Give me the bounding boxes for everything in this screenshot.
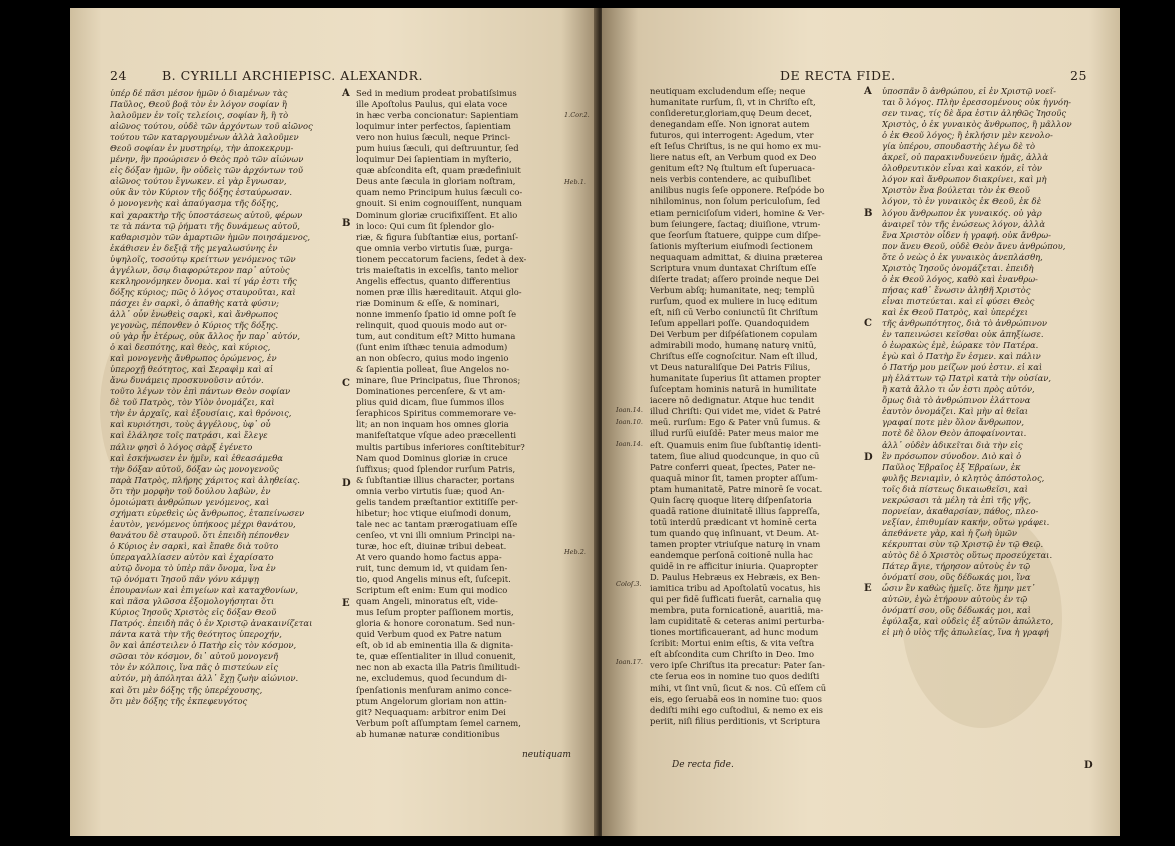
- latin-text-line: ſeraphicos Spiritus commemorare ve-: [356, 408, 517, 419]
- latin-text-line: quam nemo Principum huius ſæculi co-: [356, 187, 523, 198]
- greek-text-line: πορνείαν, ἀκαθαρσίαν, πάθος, πλεο-: [882, 505, 1039, 516]
- greek-text-line: Παῦλος, Θεοῦ βοᾷ τὸν ἐν λόγον σοφίαν ἢ: [110, 99, 287, 110]
- greek-text-line: μένην, ἣν προώρισεν ὁ Θεὸς πρὸ τῶν αἰώνων: [110, 154, 304, 165]
- catchword: neutiquam: [522, 750, 571, 760]
- section-mark-b: B: [342, 218, 351, 229]
- latin-text-line: conſideretur,gloriam,quę Deum decet,: [650, 108, 813, 119]
- right-greek-column: [882, 86, 1090, 638]
- greek-text-line: αἰῶνος τούτου, οὐδὲ τῶν ἀρχόντων τοῦ αἰῶνος: [110, 121, 313, 132]
- greek-text-line: ἀκρεῖ, οὐ παρακινδυνεύειν ἡμᾶς, ἀλλὰ: [882, 152, 1048, 163]
- greek-text-line: γία ὑπέρου, σπουδαστὴς λέγω δὲ τὸ: [882, 141, 1036, 152]
- section-mark-c: C: [864, 318, 872, 329]
- right-running-head: DE RECTA FIDE.: [780, 68, 896, 83]
- greek-text-line: ὑπεροχῇ θεότητος, καὶ Σεραφὶμ καὶ αἱ: [110, 364, 274, 375]
- greek-text-line: λαλοῦμεν ἐν τοῖς τελείοις, σοφίαν ἢ, ἣ τὸ: [110, 110, 289, 121]
- latin-text-line: loquimur inter perfectos, ſapientiam: [356, 121, 511, 132]
- greek-text-line: ἑαυτὸν ὀνομάζει. Καὶ μὴν αἱ θεῖαι: [882, 406, 1029, 417]
- greek-text-line: αὐτόν, μὴ ἀπόληται ἀλλ᾽ ἔχῃ ζωὴν αἰώνιον.: [110, 673, 299, 684]
- greek-text-line: ποτὲ δὲ ὅλον Θεὸν ἀποφαίνονται.: [882, 428, 1027, 439]
- latin-text-line: (ſunt enim iſthæc tenuia admodum): [356, 342, 508, 353]
- greek-text-line: ὅτε ὁ νεὼς ὁ ἐκ γυναικὸς ἀνεπλάσθη,: [882, 251, 1043, 262]
- greek-text-line: καὶ ἐσκήνωσεν ἐν ἡμῖν, καὶ ἐθεασάμεθα: [110, 452, 283, 463]
- greek-text-line: πάντα κατὰ τὴν τῆς θεότητος ὑπεροχήν,: [110, 629, 282, 640]
- latin-text-line: periit, niſi filius perditionis, vt Scriptura: [650, 715, 821, 726]
- greek-text-line: αἰῶνος τούτου ἔγνωκεν. εἰ γὰρ ἔγνωσαν,: [110, 176, 287, 187]
- latin-text-line: manifeſtatque vſque adeo præcellenti: [356, 430, 517, 441]
- latin-text-line: anilibus nugis ſeſe opponere. Reſpóde bo: [650, 185, 825, 196]
- latin-text-line: diſerte tradat; aſſero proinde neque Dei: [650, 273, 820, 284]
- latin-text-line: Angelis effectus, quanto differentius: [356, 275, 511, 286]
- greek-text-line: Θεοῦ σοφίαν ἐν μυστηρίῳ, τὴν ἀποκεκρυμ-: [110, 143, 294, 154]
- greek-text-line: Χριστὸς, ὁ ἐκ γυναικὸς ἄνθρωπος, ἢ μᾶλλον: [882, 119, 1072, 130]
- greek-text-line: ὁ ἑωρακὼς ἐμὲ, ἑώρακε τὸν Πατέρα.: [882, 340, 1039, 351]
- greek-text-line: σχήματι εὑρεθεὶς ὡς ἄνθρωπος, ἐταπείνωσεν: [110, 507, 305, 518]
- section-mark-a: A: [864, 86, 872, 97]
- latin-text-line: Scriptura vnum duntaxat Chriſtum eſſe: [650, 262, 817, 273]
- latin-text-line: riæ Dominum & eſſe, & nominari,: [356, 297, 500, 308]
- margin-note: Ioan.14.: [616, 406, 643, 414]
- margin-note: Ioan.17.: [616, 658, 643, 666]
- margin-note: Ioan.10.: [616, 418, 643, 426]
- latin-text-line: Chriſtus eſſe cognoſcitur. Nam eſt illud,: [650, 351, 818, 362]
- section-mark-a: A: [342, 88, 350, 99]
- greek-text-line: ὅμως διὰ τὸ ἀνθρώπινον ἐλάττονα: [882, 395, 1031, 406]
- latin-text-line: Deus ante ſæcula in gloriam noſtram,: [356, 176, 516, 187]
- greek-text-line: ὑπεραγαλλίασεν αὐτὸν καὶ ἐχαρίσατο: [110, 551, 274, 562]
- left-greek-column: [110, 88, 332, 707]
- greek-text-line: καθαρισμὸν τῶν ἁμαρτιῶν ἡμῶν ποιησάμενος,: [110, 231, 311, 242]
- latin-text-line: rurſum, quod ex muliere in lucę editum: [650, 295, 818, 306]
- greek-text-line: ὑποσπᾶν ὃ ἀνθρώπου, εἰ ἐν Χριστῷ νοεῖ-: [882, 86, 1056, 96]
- greek-text-line: καὶ κυριότησι, τοὺς ἀγγέλους, ὑφ᾽ οὗ: [110, 419, 271, 430]
- latin-text-line: iacere nō dedignatur. Atque huc tendit: [650, 395, 815, 406]
- latin-text-line: que omnia verbo virtutis ſuæ, purga-: [356, 242, 513, 253]
- latin-text-line: illud Chriſti: Qui videt me, videt & Patré: [650, 406, 821, 417]
- greek-text-line: τὸν ἐν κόλποις, ἵνα πᾶς ὁ πιστεύων εἰς: [110, 662, 279, 673]
- latin-text-line: eandemque perſonā coitionē nulla hac: [650, 549, 813, 560]
- latin-text-line: tionem peccatorum faciens, ſedet à dex-: [356, 253, 527, 264]
- latin-text-line: denegandam eſſe. Non ignorat autem: [650, 119, 810, 130]
- latin-text-line: bum ſeiungere, ſactaq; diuiſione, vtrum-: [650, 218, 821, 229]
- section-mark-b: B: [864, 208, 873, 219]
- latin-text-line: Patre conferri queat, ſpectes, Pater ne-: [650, 461, 816, 472]
- latin-text-line: pum huius ſæculi, qui deſtruuntur, ſed: [356, 143, 519, 154]
- latin-text-line: riæ, & figura ſubſtantiæ eius, portanſ-: [356, 231, 519, 242]
- latin-text-line: ſuſceptam hominis naturā in humilitate: [650, 384, 817, 395]
- latin-text-line: tamen propter vtriuſque naturę in vnam: [650, 538, 821, 549]
- latin-text-line: omnia verbo virtutis ſuæ; quod An-: [356, 485, 505, 496]
- greek-text-line: λόγον, τὸ ἐν γυναικὸς ἐκ Θεοῦ, ἐκ δὲ: [882, 196, 1042, 207]
- latin-text-line: quam Angeli, minoratus eſt, vide-: [356, 596, 498, 607]
- latin-text-line: tio, quod Angelis minus eſt, ſuſcepit.: [356, 574, 511, 585]
- latin-text-line: gelis tandem præſtantior extitiſſe per-: [356, 496, 518, 507]
- left-latin-column: [356, 88, 562, 740]
- latin-text-line: membra, puta fornicationē, auaritiā, ma-: [650, 605, 824, 616]
- latin-text-line: Dominum gloriæ crucifixiſſent. Et alio: [356, 209, 518, 220]
- latin-text-line: illud rurſū eiuſdē: Pater meus maior me: [650, 428, 819, 439]
- greek-text-line: φυλῆς Βενιαμὶν, ὁ κλητὸς ἀπόστολος,: [882, 472, 1045, 483]
- greek-text-line: ἐφύλαξα, καὶ οὐδεὶς ἐξ αὐτῶν ἀπώλετο,: [882, 616, 1054, 627]
- latin-text-line: meū. rurſum: Ego & Pater vnū ſumus. &: [650, 417, 821, 428]
- latin-text-line: gnouit. Si enim cognouiſſent, nunquam: [356, 198, 522, 209]
- latin-text-line: Scriptum eſt enim: Eum qui modico: [356, 585, 508, 596]
- latin-text-line: liere natus eſt, an Verbum quod ex Deo: [650, 152, 817, 163]
- latin-text-line: admirabili modo, humanę naturę vnitū,: [650, 340, 817, 351]
- latin-text-line: que ſeorſum ſtatuere, quippe cum diſpe-: [650, 229, 821, 240]
- greek-text-line: λόγου ἄνθρωπον ἐκ γυναικός. οὐ γὰρ: [882, 207, 1042, 218]
- greek-text-line: πάσχει ἐν σαρκὶ, ὁ ἀπαθὴς κατὰ φύσιν;: [110, 297, 279, 308]
- section-mark-d: D: [342, 478, 351, 489]
- greek-text-line: ὅτι τὴν μορφὴν τοῦ δούλου λαβὼν, ἐν: [110, 485, 271, 496]
- latin-text-line: cenſeo, vt vni illi omnium Principi na-: [356, 529, 516, 540]
- greek-text-line: ἐπουρανίων καὶ ἐπιγείων καὶ καταχθονίων,: [110, 585, 299, 596]
- greek-text-line: τε τὰ πάντα τῷ ῥήματι τῆς δυνάμεως αὐτοῦ,: [110, 220, 300, 231]
- latin-text-line: vero ipſe Chriſtus ita precatur: Pater ſan-: [650, 660, 825, 671]
- left-page-number: 24: [110, 68, 127, 83]
- greek-text-line: πήσας καθ᾽ ἕνωσιν ἀληθῆ Χριστὸς: [882, 284, 1031, 295]
- greek-text-line: νεκρώσασι τὰ μέλη τὰ ἐπὶ τῆς γῆς,: [882, 494, 1032, 505]
- margin-note: Heb.1.: [564, 178, 586, 186]
- greek-text-line: ὦσιν ἓν καθὼς ἡμεῖς. ὅτε ἤμην μετ᾽: [882, 583, 1036, 594]
- greek-text-line: ἄνω δυνάμεις προσκυνοῦσιν αὐτόν.: [110, 375, 264, 386]
- latin-text-line: lit; an non inquam hos omnes gloria: [356, 419, 509, 430]
- greek-text-line: εἶναι πιστεύεται. καὶ εἰ φύσει Θεὸς: [882, 295, 1035, 306]
- greek-text-line: σεν τινας, τίς δὲ ἄρα ἐστιν ἀληθῶς Ἰησοῦς: [882, 108, 1067, 119]
- greek-text-line: καὶ ὅτι μὲν δόξης τῆς ὑπερέχουσης,: [110, 684, 263, 695]
- greek-text-line: γραφαί ποτε μὲν ὅλον ἄνθρωπον,: [882, 417, 1025, 428]
- greek-text-line: ἀγγέλων, ὅσῳ διαφορώτερον παρ᾽ αὐτοὺς: [110, 264, 290, 275]
- greek-text-line: ἀλλ᾽ οὖν ἑνωθεὶς σαρκὶ, καὶ ἄνθρωπος: [110, 308, 278, 319]
- latin-text-line: vt Deus naturaliſque Dei Patris Filius,: [650, 362, 811, 373]
- latin-text-line: neutiquam excludendum eſſe; neque: [650, 86, 806, 96]
- latin-text-line: turæ, hoc eſt, diuinæ tribui debeat.: [356, 540, 507, 551]
- greek-text-line: τὴν δόξαν αὐτοῦ, δόξαν ὡς μονογενοῦς: [110, 463, 279, 474]
- greek-text-line: ὁ ἐκ Θεοῦ λόγος, καθὸ καὶ ἐνανθρω-: [882, 273, 1038, 284]
- greek-text-line: δὲ τοῦ Πατρὸς, τὸν Υἱὸν ὀνομάζει, καὶ: [110, 397, 275, 408]
- latin-text-line: lam cupiditatē & ceteras animi perturba-: [650, 616, 825, 627]
- greek-text-line: κέκρυπται σὺν τῷ Χριστῷ ἐν τῷ Θεῷ.: [882, 538, 1044, 549]
- latin-text-line: ſcribit: Mortui enim eſtis, & vita veſtra: [650, 638, 815, 649]
- latin-text-line: ſuffixus; quod ſplendor rurſum Patris,: [356, 463, 516, 474]
- latin-text-line: neis verbis contendere, ac quibuſlibet: [650, 174, 811, 185]
- latin-text-line: Ieſum appellari poſſe. Quandoquidem: [650, 317, 810, 328]
- latin-text-line: minare, ſiue Principatus, ſiue Thronos;: [356, 375, 521, 386]
- greek-text-line: οὐ γὰρ ἦν ἑτέρως, οὐκ ἄλλος ἦν παρ᾽ αὐτόν,: [110, 331, 301, 342]
- greek-text-line: Κύριος Ἰησοῦς Χριστὸς εἰς δόξαν Θεοῦ: [110, 607, 277, 618]
- latin-text-line: iamitica tribu ad Apoſtolatū vocatus, his: [650, 583, 821, 594]
- latin-text-line: multis partibus inferiores conſtitebitur?: [356, 441, 525, 452]
- latin-text-line: tale nec ac tantam prærogatiuam eſſe: [356, 518, 518, 529]
- latin-text-line: an non obſecro, quius modo ingenio: [356, 353, 509, 364]
- greek-text-line: αὐτῷ ὄνομα τὸ ὑπὲρ πᾶν ὄνομα, ἵνα ἐν: [110, 563, 276, 574]
- latin-text-line: Quin ſacrę quoque literę diſpenſatoria: [650, 494, 812, 505]
- left-page: [70, 8, 598, 836]
- latin-text-line: eis, ego ſeruabā eos in nomine tuo: quos: [650, 693, 822, 704]
- latin-text-line: tatem, ſiue aliud quodcunque, in quo cū: [650, 450, 820, 461]
- greek-text-line: Πάτερ ἅγιε, τήρησον αὐτοὺς ἐν τῷ: [882, 561, 1031, 572]
- latin-text-line: in loco: Qui cum ſit ſplendor glo-: [356, 220, 495, 231]
- greek-text-line: ὁ ἐκ Θεοῦ λόγος; ἢ ἐκλήσιν μὲν κενολο-: [882, 130, 1053, 141]
- section-mark-e: E: [342, 598, 350, 609]
- latin-text-line: mihi, vt ſint vnū, ſicut & nos. Cū eſſem cū: [650, 682, 827, 693]
- greek-text-line: αὐτῶν, ἐγὼ ἐτήρουν αὐτοὺς ἐν τῷ: [882, 594, 1028, 605]
- latin-text-line: git? Nequaquam: arbitror enim Dei: [356, 706, 506, 717]
- latin-text-line: ille Apoſtolus Paulus, qui elata voce: [356, 99, 508, 110]
- signature-mark: D: [1084, 760, 1093, 771]
- latin-text-line: eſt, niſi cū Verbo coniunctū ſit Chriſtum: [650, 306, 819, 317]
- latin-text-line: tum quando quę inſinuant, vt Deum. At-: [650, 527, 819, 538]
- greek-text-line: ὀνόματί σου, οὓς δέδωκάς μοι, καὶ: [882, 605, 1031, 616]
- greek-text-line: ἢ κατὰ ἄλλο τι ὧν ἐστι πρὸς αὐτόν,: [882, 384, 1035, 395]
- greek-text-line: ὁ καὶ δεσπότης, καὶ θεὸς, καὶ κύριος,: [110, 342, 271, 353]
- latin-text-line: relinquit, quod quouis modo aut or-: [356, 319, 507, 330]
- latin-text-line: eſt abſcondita cum Chriſto in Deo. Imo: [650, 649, 814, 660]
- latin-text-line: ptam humanitatē, Patre minorē ſe vocat.: [650, 483, 823, 494]
- greek-text-line: οὐκ ἂν τὸν Κύριον τῆς δόξης ἐσταύρωσαν.: [110, 187, 293, 198]
- latin-text-line: totū interdū prædicant vt hominē certa: [650, 516, 817, 527]
- latin-text-line: genitum eſt? Nę ſtultum eſt ſuperuaca-: [650, 163, 815, 174]
- section-mark-c: C: [342, 378, 350, 389]
- latin-text-line: nec non ab exacta illa Patris ſimilitudi-: [356, 662, 520, 673]
- margin-note: 1.Cor.2.: [564, 111, 590, 119]
- greek-text-line: λόγον καὶ ἄνθρωπον διακρίνει, καὶ μὴ: [882, 174, 1047, 185]
- latin-text-line: humanitate ſuperius ſit attamen propter: [650, 373, 821, 384]
- right-page-number: 25: [1070, 68, 1087, 83]
- greek-text-line: νεξίαν, ἐπιθυμίαν κακήν, οὕτω γράφει.: [882, 516, 1050, 527]
- greek-text-line: μὴ ἐλάττων τῷ Πατρὶ κατὰ τὴν οὐσίαν,: [882, 373, 1052, 384]
- greek-text-line: ἀλλ᾽ οὐδὲν ἀδικεῖται διὰ τὴν εἰς: [882, 439, 1023, 450]
- greek-text-line: ται ὃ λόγος. Πλὴν ἐρεσσομένους οὐκ ἠγνόη-: [882, 97, 1071, 108]
- latin-text-line: nequaquam admittat, & diuina præterea: [650, 251, 823, 262]
- latin-text-line: ab humanæ naturæ conditionibus: [356, 728, 500, 739]
- greek-text-line: τοῖς διὰ πίστεως δικαιωθεῖσι, καὶ: [882, 483, 1028, 494]
- greek-text-line: τοῦτο λέγων τὸν ἐπὶ πάντων Θεὸν σοφίαν: [110, 386, 291, 397]
- latin-text-line: qui per fidē ſufficati fuerāt, carnalia quę: [650, 594, 822, 605]
- latin-text-line: & ſubſtantiæ illius character, portans: [356, 474, 515, 485]
- greek-text-line: καὶ ἐλάλησε τοῖς πατράσι, καὶ ἔλεγε: [110, 430, 268, 441]
- latin-text-line: nihilominus, non ſolum periculoſum, ſed: [650, 196, 821, 207]
- greek-text-line: τὴν ἐν ἀρχαῖς, καὶ ἐξουσίαις, καὶ θρόνοις,: [110, 408, 292, 419]
- latin-text-line: quid Verbum quod ex Patre natum: [356, 629, 502, 640]
- greek-text-line: ἑαυτὸν, γενόμενος ὑπήκοος μέχρι θανάτου,: [110, 518, 296, 529]
- greek-text-line: ὁμοιώματι ἀνθρώπων γενόμενος, καὶ: [110, 496, 270, 507]
- latin-text-line: dediſti mihi ego cuſtodiui, & nemo ex eis: [650, 704, 823, 715]
- left-running-head: B. CYRILLI ARCHIEPISC. ALEXANDR.: [162, 68, 424, 83]
- right-page: [602, 8, 1120, 836]
- greek-text-line: ἐν ταπεινώσει κεῖσθαι οὐκ ἀπηξίωσε.: [882, 329, 1044, 340]
- greek-text-line: κεκληρονόμηκεν ὄνομα. καὶ τί γάρ ἐστι τῆς: [110, 275, 297, 286]
- greek-text-line: καὶ ἐκ Θεοῦ Πατρὸς, καὶ ὑπερέχει: [882, 306, 1028, 317]
- greek-text-line: εἰς δόξαν ἡμῶν, ἣν οὐδεὶς τῶν ἀρχόντων τοῦ: [110, 165, 304, 176]
- greek-text-line: Χριστὸν ἕνα βούλεται τὸν ἐκ Θεοῦ: [882, 185, 1030, 196]
- greek-text-line: ὀνόματί σου, οὓς δέδωκάς μοι, ἵνα: [882, 572, 1031, 583]
- latin-text-line: Verbum poſt aſſumptam ſemel carnem,: [356, 717, 521, 728]
- greek-text-line: ὃν καὶ ἀπέστειλεν ὁ Πατὴρ εἰς τὸν κόσμον,: [110, 640, 297, 651]
- latin-text-line: Dei Verbum per diſpéſationem copulam: [650, 329, 818, 340]
- greek-text-line: καὶ μονογενὴς ἄνθρωπος ὁρώμενος, ἐν: [110, 353, 277, 364]
- greek-text-line: ὁ Πατήρ μου μείζων μού ἐστιν. εἰ καὶ: [882, 362, 1043, 373]
- greek-text-line: ὑψηλοῖς, τοσούτῳ κρείττων γενόμενος τῶν: [110, 253, 296, 264]
- catchword: De recta fide.: [672, 760, 734, 770]
- book-spread: [70, 8, 1120, 836]
- section-mark-d: D: [864, 452, 873, 463]
- latin-text-line: nomen præ illis hæreditauit. Atqui glo-: [356, 286, 522, 297]
- greek-text-line: τούτου τῶν καταργουμένων ἀλλὰ λαλοῦμεν: [110, 132, 299, 143]
- greek-text-line: τῷ ὀνόματι Ἰησοῦ πᾶν γόνυ κάμψῃ: [110, 574, 259, 585]
- margin-note: Heb.2.: [564, 548, 586, 556]
- greek-text-line: γεγονὼς, πέπονθεν ὁ Κύριος τῆς δόξης.: [110, 319, 279, 330]
- greek-text-line: ὁ Κύριος ἐν σαρκὶ, καὶ ἔπαθε διὰ τοῦτο: [110, 540, 279, 551]
- greek-text-line: ὅτι μὲν δόξης τῆς ἐκπεφευγότος: [110, 695, 248, 706]
- greek-text-line: τῆς ἀνθρωπότητος, διὰ τὸ ἀνθρώπινον: [882, 317, 1047, 328]
- latin-text-line: eſt, ob id ab eminentia illa & dignita-: [356, 640, 514, 651]
- latin-text-line: At vero quando homo factus appa-: [356, 551, 502, 562]
- latin-text-line: ruit, tunc demum id, vt quidam ſen-: [356, 563, 508, 574]
- latin-text-line: mus Ieſum propter paſſionem mortis,: [356, 607, 514, 618]
- greek-text-line: ἀπεθάνετε γὰρ, καὶ ἡ ζωὴ ὑμῶν: [882, 527, 1017, 538]
- section-mark-e: E: [864, 583, 872, 594]
- greek-text-line: ἐγὼ καὶ ὁ Πατὴρ ἕν ἐσμεν. καὶ πάλιν: [882, 351, 1041, 362]
- latin-text-line: & ſapientia polleat, ſiue Angelos no-: [356, 364, 510, 375]
- latin-text-line: etiam perniciſoſum videri, homine & Ver-: [650, 207, 825, 218]
- latin-text-line: D. Paulus Hebræus ex Hebræis, ex Ben-: [650, 572, 821, 583]
- greek-text-line: Χριστὸς Ἰησοῦς ὀνομάζεται. ἐπειδὴ: [882, 262, 1034, 273]
- greek-text-line: καὶ χαρακτὴρ τῆς ὑποστάσεως αὐτοῦ, φέρων: [110, 209, 303, 220]
- latin-text-line: in hæc verba concionatur: Sapientiam: [356, 110, 519, 121]
- latin-text-line: eſt Ieſus Chriſtus, is ne qui homo ex mu-: [650, 141, 822, 152]
- latin-text-line: te, quæ eſſentialiter in illud conuenit,: [356, 651, 516, 662]
- latin-text-line: quidē in re afficitur iniuria. Quapropter: [650, 561, 818, 572]
- greek-text-line: εἰ μὴ ὁ υἱὸς τῆς ἀπωλείας, ἵνα ἡ γραφή: [882, 627, 1049, 638]
- right-latin-column: [650, 86, 858, 727]
- latin-text-line: Nam quod Dominus gloriæ in cruce: [356, 452, 508, 463]
- greek-text-line: Παῦλος Ἑβραῖος ἐξ Ἑβραίων, ἐκ: [882, 461, 1021, 472]
- latin-text-line: tiones mortificauerant, ad hunc modum: [650, 627, 819, 638]
- greek-text-line: ὁ μονογενὴς καὶ ἀπαύγασμα τῆς δόξης,: [110, 198, 279, 209]
- latin-text-line: ne, excludemus, quod ſecundum di-: [356, 673, 507, 684]
- latin-text-line: ſationis myſterium eiuſmodi ſectionem: [650, 240, 813, 251]
- latin-text-line: ſpenſationis menſuram animo conce-: [356, 684, 512, 695]
- latin-text-line: Dominationes percenſere, & vt am-: [356, 386, 506, 397]
- greek-text-line: σῶσαι τὸν κόσμον, δι᾽ αὐτοῦ μονογενῆ: [110, 651, 279, 662]
- latin-text-line: cte ſerua eos in nomine tuo quos dediſti: [650, 671, 820, 682]
- greek-text-line: ὑπέρ δέ πᾶσι μέσον ἡμῶν ὁ διαμένων τὰς: [110, 88, 288, 98]
- greek-text-line: πάλιν φησὶ ὁ λόγος σὰρξ ἐγένετο: [110, 441, 253, 452]
- latin-text-line: loquimur Dei ſapientiam in myſterio,: [356, 154, 512, 165]
- latin-text-line: quæ abſcondita eſt, quam prædefiniuit: [356, 165, 521, 176]
- latin-text-line: Sed in medium prodeat probatiſsimus: [356, 88, 517, 98]
- latin-text-line: quadā ratione diuinitatē illius ſappreſſa,: [650, 505, 821, 516]
- margin-note: Ioan.14.: [616, 440, 643, 448]
- latin-text-line: gloria & honore coronatum. Sed nun-: [356, 618, 515, 629]
- latin-text-line: nonne immenſo ſpatio id omne poſt ſe: [356, 308, 517, 319]
- greek-text-line: Πατρός. ἐπειδὴ πᾶς ὁ ἐν Χριστῷ ἀνακαινίζεται: [110, 618, 313, 629]
- latin-text-line: Verbum abſq; humanitate, neq; templū: [650, 284, 815, 295]
- latin-text-line: humanitate rurſum, ſi, vt in Chriſto eſt,: [650, 97, 816, 108]
- latin-text-line: tum, aut conditum eſt? Mitto humana: [356, 331, 516, 342]
- latin-text-line: plius quid dicam, ſiue ſummos illos: [356, 397, 505, 408]
- latin-text-line: futuros, qui interrogent: Agedum, vter: [650, 130, 814, 141]
- greek-text-line: ἐκάθισεν ἐν δεξιᾷ τῆς μεγαλωσύνης ἐν: [110, 242, 278, 253]
- latin-text-line: eſt. Quamuis enim ſiue ſubſtantię identi-: [650, 439, 822, 450]
- greek-text-line: αὐτὸς δὲ ὁ Χριστὸς οὕτως προσεύχεται.: [882, 549, 1053, 560]
- latin-text-line: hibetur; hoc vtique eiuſmodi donum,: [356, 507, 512, 518]
- greek-text-line: πον ἄνευ Θεοῦ, οὐδὲ Θεὸν ἄνευ ἀνθρώπου,: [882, 240, 1066, 251]
- greek-text-line: ἓν πρόσωπον σύνοδον. Διὸ καὶ ὁ: [882, 450, 1022, 461]
- margin-note: Coloſ.3.: [616, 580, 642, 588]
- latin-text-line: quaquā minor ſit, tamen propter aſſum-: [650, 472, 818, 483]
- greek-text-line: παρὰ Πατρὸς, πλήρης χάριτος καὶ ἀληθείας.: [110, 474, 300, 485]
- latin-text-line: ptum Angelorum gloriam non attin-: [356, 695, 507, 706]
- greek-text-line: ἕνα Χριστὸν οἶδεν ἡ γραφή. οὐκ ἄνθρω-: [882, 229, 1051, 240]
- greek-text-line: ὀλοθρευτικὸν εἶναι καὶ κακόν, εἰ τὸν: [882, 163, 1043, 174]
- latin-text-line: vero non huius ſæculi, neque Princi-: [356, 132, 511, 143]
- greek-text-line: καὶ πᾶσα γλῶσσα ἐξομολογήσηται ὅτι: [110, 596, 275, 607]
- greek-text-line: θανάτου δὲ σταυροῦ. ὅτι ἐπειδὴ πέπονθεν: [110, 529, 289, 540]
- greek-text-line: δόξης κύριος; πῶς ὁ λόγος σταυροῦται, καὶ: [110, 286, 296, 297]
- latin-text-line: tris maieſtatis in excelſis, tanto melior: [356, 264, 519, 275]
- greek-text-line: ἀναιρεῖ τὸν τῆς ἑνώσεως λόγον, ἀλλὰ: [882, 218, 1046, 229]
